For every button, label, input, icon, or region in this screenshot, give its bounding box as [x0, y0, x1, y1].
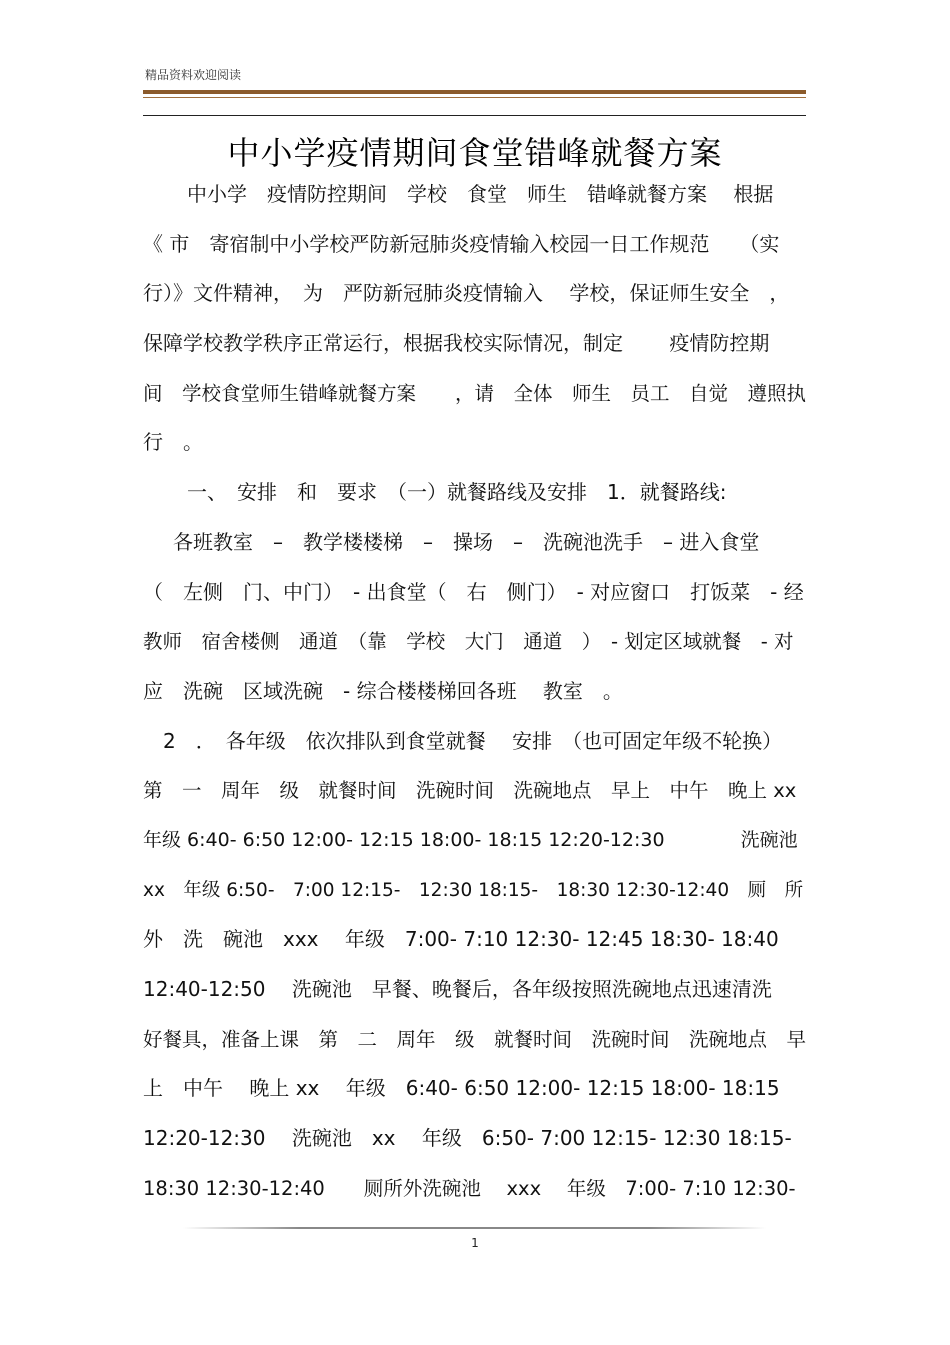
body-line: 教师 宿舍楼侧 通道 （靠 学校 大门 通道 ） - 划定区域就餐 - 对	[143, 630, 794, 654]
page-number: 1	[471, 1236, 479, 1250]
body-line: 18:30 12:30-12:40 厕所外洗碗池 xxx 年级 7:00- 7:10 12:30-	[143, 1176, 796, 1200]
title-rule	[143, 115, 806, 116]
body-line: 好餐具，准备上课 第 二 周年 级 就餐时间 洗碗时间 洗碗地点 早	[143, 1027, 807, 1051]
body-line: 中小学 疫情防控期间 学校 食堂 师生 错峰就餐方案 根据	[187, 182, 774, 206]
body-line: 行）》文件精神， 为 严防新冠肺炎疫情输入 学校，保证师生安全 ，	[143, 281, 790, 306]
body-line: 行 。	[143, 430, 203, 455]
body-line: 第 一 周年 级 就餐时间 洗碗时间 洗碗地点 早上 中午 晚上 xx	[143, 779, 797, 803]
body-line: 间 学校食堂师生错峰就餐方案 ，请 全体 师生 员工 自觉 遵照执	[143, 381, 807, 405]
body-line: 12:40-12:50 洗碗池 早餐、晚餐后，各年级按照洗碗地点迅速清洗	[143, 977, 772, 1001]
body-line: 应 洗碗 区域洗碗 - 综合楼楼梯回各班 教室 。	[143, 678, 623, 703]
body-line: （ 左侧 门、中门） - 出食堂（ 右 侧门） - 对应窗口 打饭菜 - 经	[143, 579, 804, 604]
body-line: 《 市 寄宿制中小学校严防新冠肺炎疫情输入校园一日工作规范 （实	[143, 231, 780, 256]
body-line: 上 中午 晚上 xx 年级 6:40- 6:50 12:00- 12:15 18:00- 18:15	[143, 1076, 780, 1101]
header-rule-thick	[143, 90, 806, 94]
body-line: xx 年级 6:50- 7:00 12:15- 12:30 18:15- 18:30 12:30-12:40 厕 所	[143, 879, 804, 901]
body-line: 年级 6:40- 6:50 12:00- 12:15 18:00- 18:15 12:20-12:30 洗碗池	[143, 828, 798, 851]
document-title: 中小学疫情期间食堂错峰就餐方案	[227, 134, 723, 172]
footer-rule	[183, 1227, 766, 1229]
body-line: 各班教室 – 教学楼楼梯 – 操场 – 洗碗池洗手 – 进入食堂	[173, 529, 760, 554]
page-header-text: 精品资料欢迎阅读	[145, 68, 242, 82]
header-rule-thin	[143, 97, 806, 98]
body-line: 一、 安排 和 要求 （一）就餐路线及安排 1．就餐路线:	[187, 480, 727, 505]
body-line: 2 ． 各年级 依次排队到食堂就餐 安排 （也可固定年级不轮换）	[163, 728, 783, 753]
document-body	[143, 170, 808, 1213]
body-line: 外 洗 碗池 xxx 年级 7:00- 7:10 12:30- 12:45 18:30- 18:40	[143, 927, 779, 952]
body-line: 保障学校教学秩序正常运行，根据我校实际情况，制定 疫情防控期	[143, 331, 770, 356]
body-line: 12:20-12:30 洗碗池 xx 年级 6:50- 7:00 12:15- 12:30 18:15-	[143, 1126, 792, 1151]
